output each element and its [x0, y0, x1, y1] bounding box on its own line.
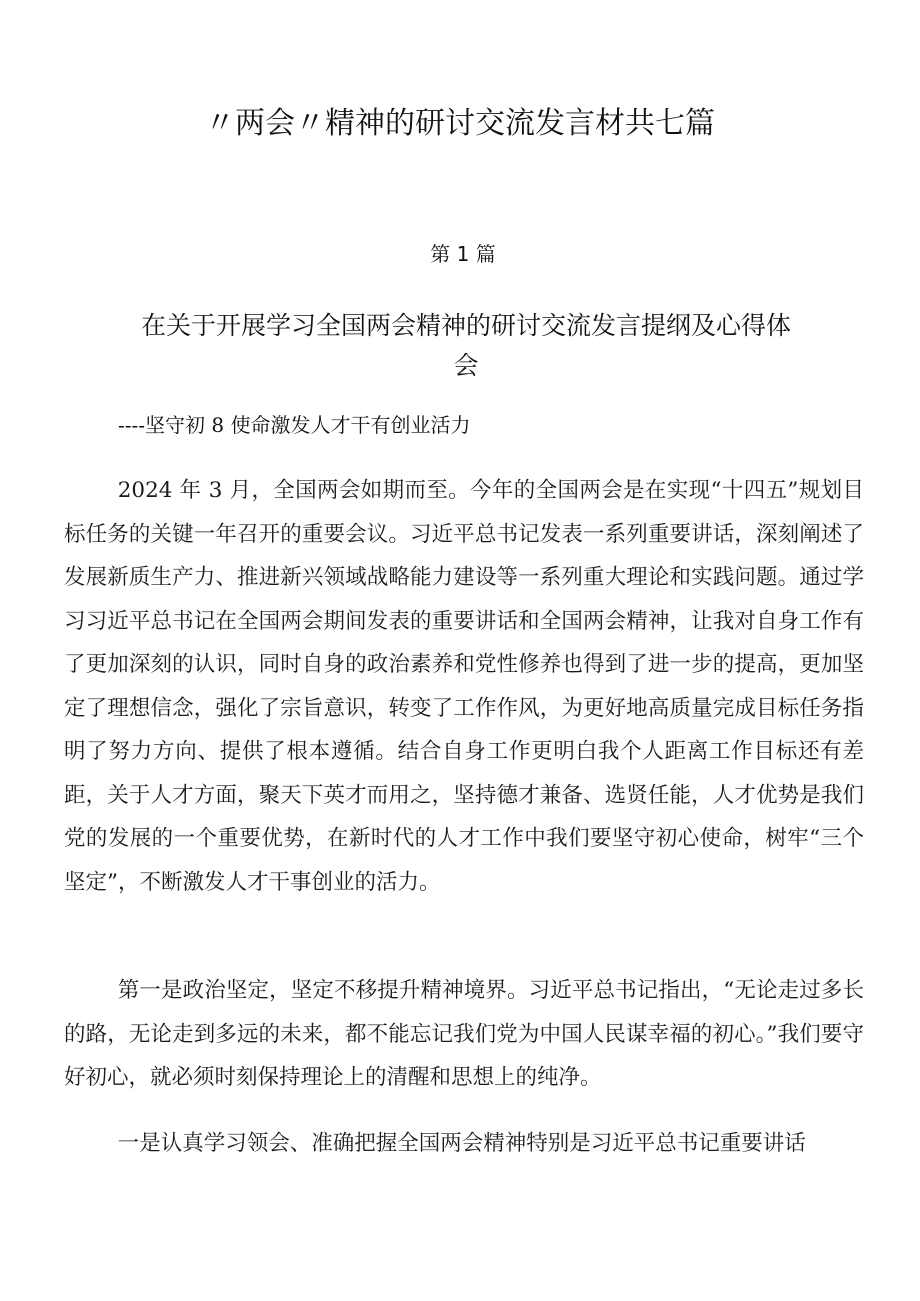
- chapter-label: 第 1 篇: [430, 242, 496, 266]
- body-paragraph-1: 2024 年 3 月，全国两会如期而至。今年的全国两会是在实现“十四五”规划目标任务的关键一年召开的重要会议。习近平总书记发表一系列重要讲话，深刻阐述了发展新质生产力、推进新兴领域战略能力建设等一系列重大理论和实践问题。通过学习习近平总书记在全国两会期间发表的重要讲话和全国两会精神，让我对自身工作有了更加深刻的认识，同时自身的政治素养和党性修养也得到了进一步的提高，更加坚定了理想信念，强化了宗旨意识，转变了工作作风，为更好地高质量完成目标任务指明了努力方向、提供了根本遵循。结合自身工作更明白我个人距离工作目标还有差距，关于人才方面，聚天下英才而用之，坚持德才兼备、选贤任能，人才优势是我们党的发展的一个重要优势，在新时代的人才工作中我们要坚守初心使命，树牢“三个坚定”，不断激发人才干事创业的活力。: [64, 478, 864, 895]
- body-paragraph-3: 一是认真学习领会、准确把握全国两会精神特别是习近平总书记重要讲话: [117, 1131, 806, 1156]
- document-title: 〃两会〃精神的研讨交流发言材共七篇: [205, 106, 715, 141]
- subtitle: ----坚守初 8 使命激发人才干有创业活力: [118, 413, 471, 437]
- body-paragraph-2: 第一是政治坚定，坚定不移提升精神境界。习近平总书记指出，“无论走过多长的路，无论走到多远的未来，都不能忘记我们党为中国人民谋幸福的初心。”我们要守好初心，就必须时刻保持理论上的清醒和思想上的纯净。: [64, 978, 864, 1090]
- section-title: 在关于开展学习全国两会精神的研讨交流发言提纲及心得体会: [140, 311, 791, 380]
